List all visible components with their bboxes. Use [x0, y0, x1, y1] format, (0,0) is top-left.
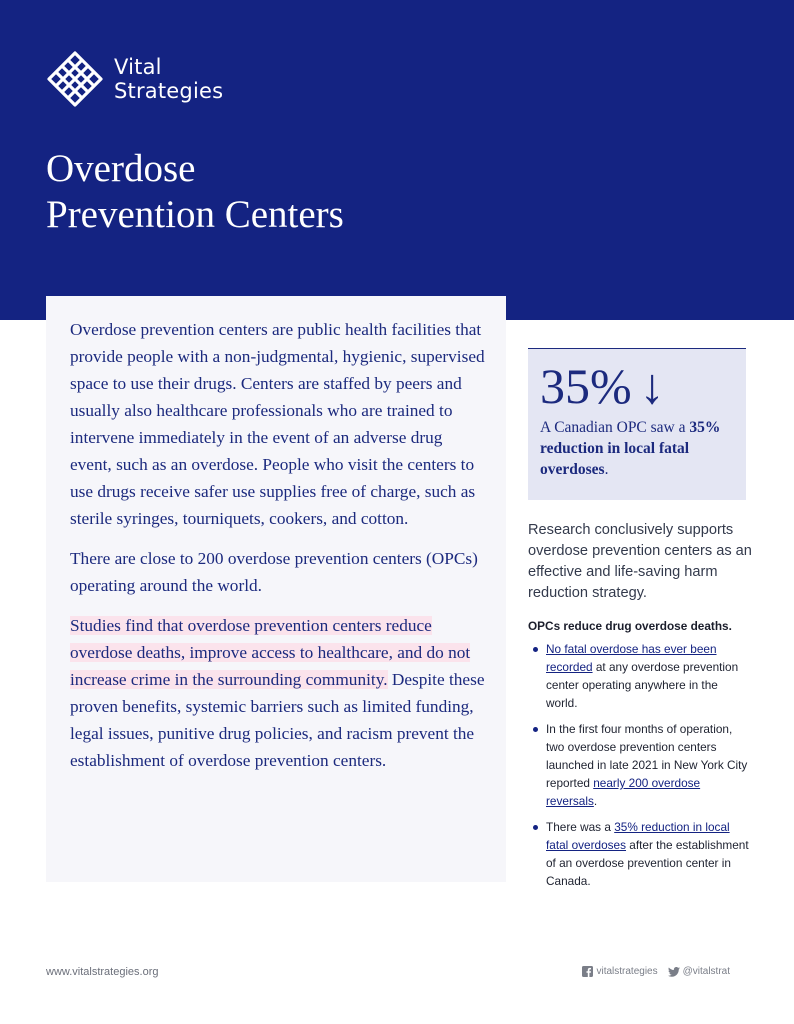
- twitter-icon: [668, 967, 680, 977]
- sidebar-research: [528, 520, 758, 898]
- brand-name-line2: Strategies: [114, 79, 224, 103]
- barriers-text: Despite these proven benefits, systemic barriers such as limited funding, legal issues, punitive drug policies, and racism prevent the establishment of overdose prevention centers.: [70, 670, 485, 770]
- bullet3-end: after the establishment of an overdose prevention center in Canada.: [546, 838, 749, 888]
- no-fatal-overdose-link[interactable]: No fatal overdose has ever been recorded: [546, 642, 717, 674]
- stat-desc-pre: A Canadian OPC saw a: [540, 419, 690, 436]
- count-paragraph: There are close to 200 overdose prevention centers (OPCs) operating around the world.: [70, 549, 478, 595]
- research-intro: Research conclusively supports overdose prevention centers as an effective and life-saving harm reduction strategy.: [528, 522, 752, 601]
- studies-paragraph: [70, 612, 486, 774]
- stat-description: [540, 417, 734, 480]
- bullet3-text: There was a: [546, 820, 615, 834]
- bullet-icon: [533, 647, 538, 652]
- list-item: [528, 818, 752, 890]
- bullet1-text: at any overdose prevention center operating anywhere in the world.: [546, 660, 739, 710]
- brand-name-line1: Vital: [114, 55, 162, 79]
- twitter-link[interactable]: [668, 966, 730, 977]
- twitter-handle: @vitalstrat: [682, 966, 730, 977]
- footer-website-link[interactable]: www.vitalstrategies.org: [46, 966, 159, 978]
- bullet-icon: [533, 727, 538, 732]
- intro-paragraph: Overdose prevention centers are public health facilities that provide people with a non-judgmental, hygienic, supervised space to use their drugs. Centers are staffed by peers and usually also healthcare professionals who are trained to intervene immediately in the event of an adverse drug event, such as an overdose. People who visit the centers to use drugs receive safer use supplies free of charge, such as sterile syringes, tourniquets, cookers, and cotton.: [70, 320, 485, 528]
- footer-social: [572, 966, 730, 977]
- fatal-overdose-reduction-link[interactable]: 35% reduction in local fatal overdoses: [546, 820, 730, 852]
- stat-value: 35%: [540, 358, 632, 414]
- main-content-card: [46, 296, 506, 882]
- bullet-icon: [533, 825, 538, 830]
- brand-name: [114, 55, 223, 103]
- header-banner: [0, 0, 794, 320]
- logo-mark-icon: [46, 50, 104, 108]
- facebook-icon: [582, 966, 593, 977]
- facebook-handle: vitalstrategies: [596, 966, 658, 977]
- bullet2-end: .: [593, 794, 598, 808]
- highlighted-finding: Studies find that overdose prevention centers reduce overdose deaths, improve access to healthcare, and do not increase crime in the surrounding community.: [70, 616, 471, 689]
- page-title-line1: Overdose: [46, 147, 196, 190]
- stat-desc-bold: 35% reduction in local fatal overdoses: [540, 419, 721, 478]
- stat-callout: [528, 348, 746, 500]
- page-title: [46, 146, 344, 238]
- stat-desc-post: .: [604, 461, 609, 478]
- stat-value-row: [540, 357, 734, 415]
- research-list: [528, 640, 758, 890]
- bullet2-text: In the first four months of operation, two overdose prevention centers launched in late 2021 in New York City reported: [546, 722, 748, 790]
- down-arrow-icon: ↓: [639, 358, 665, 414]
- list-item: [528, 720, 752, 810]
- research-heading: OPCs reduce drug overdose deaths.: [528, 619, 732, 633]
- page-title-line2: Prevention Centers: [46, 193, 344, 236]
- brand-logo[interactable]: [46, 50, 223, 108]
- list-item: [528, 640, 752, 712]
- facebook-link[interactable]: [582, 966, 657, 977]
- overdose-reversals-link[interactable]: nearly 200 overdose reversals: [546, 776, 701, 808]
